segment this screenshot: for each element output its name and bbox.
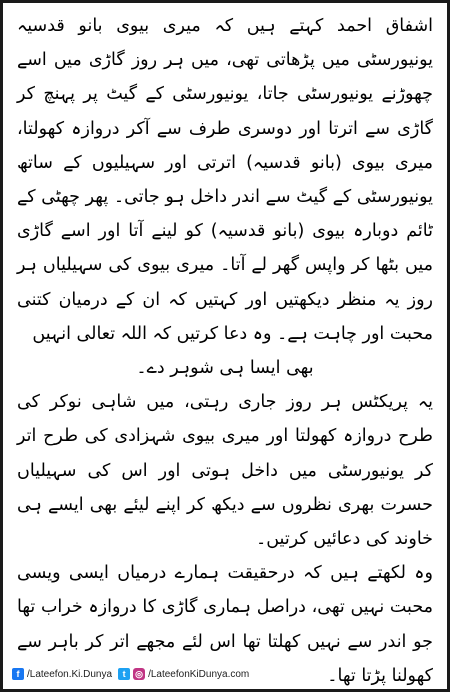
twitter-icon: t	[118, 668, 130, 680]
paragraph-1-closing-line: بھی ایسا ہی شوہر دے۔	[136, 358, 314, 379]
paragraph-3: وہ لکھتے ہیں کہ درحقیقت ہمارے درمیاں ایسی ویسی محبت نہیں تھی، دراصل ہماری گاڑی کا دروازہ خراب تھا جو اندر سے نہیں کھلتا تھا اس لئے مجھے اتر کر باہر سے کھولنا پڑتا تھا۔	[17, 563, 433, 686]
website-handle[interactable]: /LateefonKiDunya.com	[148, 668, 250, 680]
facebook-handle[interactable]: /Lateefon.Ki.Dunya	[27, 668, 113, 680]
facebook-icon: f	[12, 668, 24, 680]
footer-social-bar	[6, 662, 444, 686]
paragraph-2: یہ پریکٹس ہر روز جاری رہتی، میں شاہی نوکر کی طرح دروازہ کھولتا اور میری بیوی شہزادی کی طرح اتر کر یونیورسٹی میں داخل ہوتی اور اس کی سہیلیاں حسرت بھری نظروں سے دیکھ کر اپنے لیئے بھی ایسے ہی خاوند کی دعائیں کرتیں۔	[17, 392, 433, 550]
web-handle-group[interactable]	[118, 668, 249, 680]
instagram-icon: ◎	[133, 668, 145, 680]
paragraph-1: اشفاق احمد کہتے ہیں کہ میری بیوی بانو قدسیہ یونیورسٹی میں پڑھاتی تھی، میں ہر روز گاڑی میں اسے چھوڑنے یونیورسٹی جاتا، یونیورسٹی کے گیٹ پر پہنچ کر گاڑی سے اترتا اور دوسری طرف سے آکر دروازہ کھولتا، میری بیوی (بانو قدسیہ) اترتی اور سہیلیوں کے ساتھ یونیورسٹی کے گیٹ سے اندر داخل ہو جاتی۔ پھر چھٹی کے ٹائم دوبارہ بیوی (بانو قدسیہ) کو لینے آتا اور اسے گاڑی میں بٹھا کر واپس گھر لے آتا۔ میری بیوی کی سہیلیاں ہر روز یہ منظر دیکھتیں اور کہتیں کہ ان کے درمیان کتنی محبت اور چاہت ہے۔ وہ دعا کرتیں کہ اللہ تعالی انہیں	[17, 16, 433, 344]
facebook-handle-group[interactable]	[12, 668, 112, 680]
